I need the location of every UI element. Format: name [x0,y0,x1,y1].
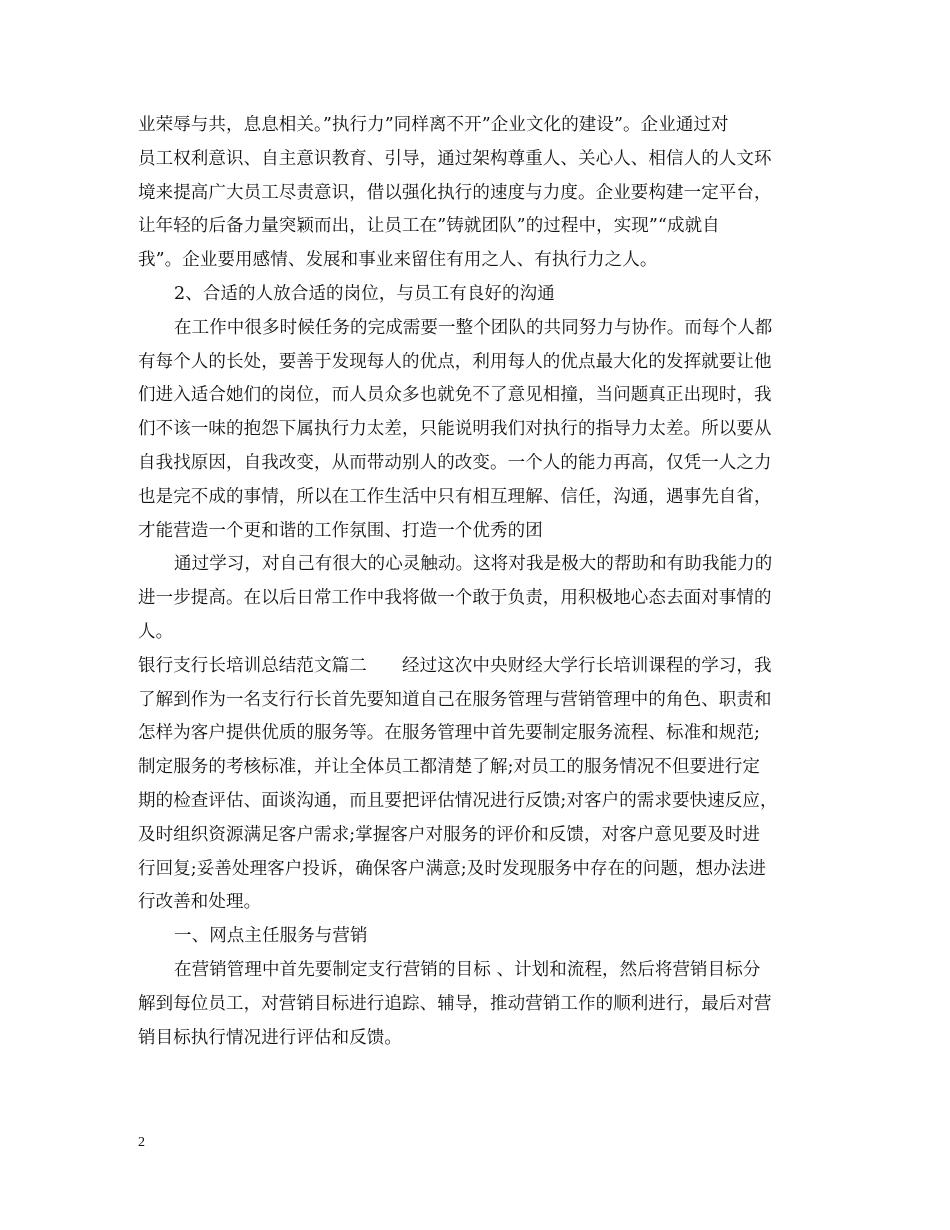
text-line: 解到每位员工，对营销目标进行追踪、辅导，推动营销工作的顺利进行，最后对营 [138,993,772,1014]
text-line: 业荣辱与共，息息相关。”执行力”同样离不开”企业文化的建设”。企业通过对 [138,115,729,135]
text-line: 及时组织资源满足客户需求;掌握客户对服务的评价和反馈，对客户意见要及时进 [138,824,760,845]
text-line: 境来提高广大员工尽责意识，借以强化执行的速度与力度。企业要构建一定平台， [138,182,772,203]
text-line: 银行支行长培训总结范文篇二 经过这次中央财经大学行长培训课程的学习，我 [138,655,772,676]
text-line: 进一步提高。在以后日常工作中我将做一个敢于负责，用积极地心态去面对事情的 [138,588,772,609]
text-line: 有每个人的长处，要善于发现每人的优点，利用每人的优点最大化的发挥就要让他 [138,351,772,372]
text-line: 2、合适的人放合适的岗位，与员工有良好的沟通 [174,283,555,304]
text-line: 人。 [138,621,174,642]
text-line: 自我找原因，自我改变，从而带动别人的改变。一个人的能力再高，仅凭一人之力 [138,452,772,473]
text-line: 员工权利意识、自主意识教育、引导，通过架构尊重人、关心人、相信人的人文环 [138,148,772,169]
text-line: 了解到作为一名支行行长首先要知道自己在服务管理与营销管理中的角色、职责和 [138,689,772,710]
text-line: 通过学习，对自己有很大的心灵触动。这将对我是极大的帮助和有助我能力的 [174,554,773,575]
body-text [138,109,824,1055]
text-line: 我”。企业要用感情、发展和事业来留住有用之人、有执行力之人。 [138,250,658,271]
text-line: 制定服务的考核标准，并让全体员工都清楚了解;对员工的服务情况不但要进行定 [138,757,760,778]
page-number: 2 [138,1135,145,1150]
text-line: 们进入适合她们的岗位，而人员众多也就免不了意见相撞，当问题真正出现时，我 [138,385,772,406]
text-line: 行改善和处理。 [138,892,262,913]
text-line: 一、网点主任服务与营销 [174,926,368,947]
text-line: 也是完不成的事情，所以在工作生活中只有相互理解、信任，沟通，遇事先自省， [138,486,772,507]
text-line: 在营销管理中首先要制定支行营销的目标 、计划和流程，然后将营销目标分 [174,959,761,980]
text-line: 怎样为客户提供优质的服务等。在服务管理中首先要制定服务流程、标准和规范; [138,723,760,744]
text-line: 让年轻的后备力量突颖而出，让员工在”铸就团队”的过程中，实现”“成就自 [138,216,720,237]
text-line: 销目标执行情况进行评估和反馈。 [138,1027,402,1048]
text-line: 在工作中很多时候任务的完成需要一整个团队的共同努力与协作。而每个人都 [174,317,773,338]
text-line: 期的检查评估、面谈沟通，而且要把评估情况进行反馈;对客户的需求要快速反应， [138,790,778,811]
text-line: 才能营造一个更和谐的工作氛围、打造一个优秀的团 [138,520,543,541]
text-line: 们不该一味的抱怨下属执行力太差，只能说明我们对执行的指导力太差。所以要从 [138,419,772,440]
text-line: 行回复;妥善处理客户投诉，确保客户满意;及时发现服务中存在的问题，想办法进 [138,858,766,879]
